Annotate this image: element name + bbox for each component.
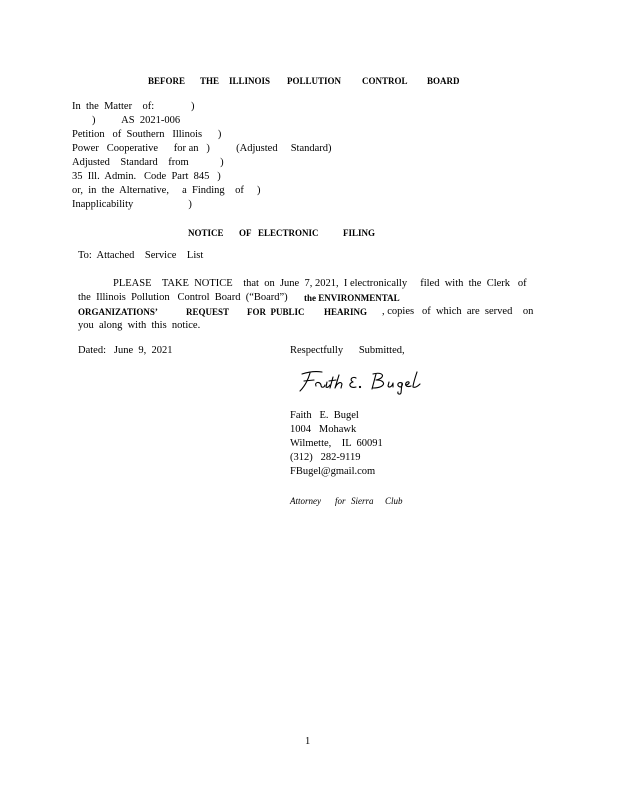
- dated-line: Dated: June 9, 2021: [78, 345, 173, 356]
- attorney-word: Club: [385, 496, 403, 506]
- caption-line: Petition of Southern Illinois ): [72, 129, 222, 140]
- notice-title-word: ELECTRONIC: [258, 228, 319, 238]
- caption-line: Adjusted Standard from ): [72, 157, 224, 168]
- notice-title-word: OF: [239, 228, 252, 238]
- notice-title-word: NOTICE: [188, 228, 224, 238]
- page-number: 1: [305, 736, 311, 747]
- to-line: To: Attached Service List: [78, 250, 204, 261]
- signer-name: Faith E. Bugel: [290, 410, 359, 421]
- body-line: , copies of which are served on: [382, 306, 534, 317]
- closing-line: Respectfully Submitted,: [290, 345, 405, 356]
- notice-title-word: FILING: [343, 228, 376, 238]
- body-bold-text: REQUEST: [186, 307, 230, 317]
- caption-line: Inapplicability ): [72, 199, 192, 210]
- heading-word: BEFORE: [148, 76, 186, 86]
- body-bold-text: FOR PUBLIC: [247, 307, 305, 317]
- signer-city: Wilmette, IL 60091: [290, 438, 383, 449]
- attorney-word: Attorney: [290, 496, 321, 506]
- caption-line: ) AS 2021-006: [92, 115, 181, 126]
- heading-word: POLLUTION: [287, 76, 342, 86]
- body-bold-text: HEARING: [324, 307, 368, 317]
- attorney-word: for: [335, 496, 346, 506]
- caption-line: 35 Ill. Admin. Code Part 845 ): [72, 171, 221, 182]
- heading-word: THE: [200, 76, 220, 86]
- body-line: the Illinois Pollution Control Board (“Board”): [78, 292, 288, 303]
- attorney-word: Sierra: [351, 496, 374, 506]
- caption-line: or, in the Alternative, a Finding of ): [72, 185, 261, 196]
- heading-word: BOARD: [427, 76, 460, 86]
- signer-street: 1004 Mohawk: [290, 424, 357, 435]
- signer-phone: (312) 282-9119: [290, 452, 361, 463]
- body-line: you along with this notice.: [78, 320, 201, 331]
- heading-word: CONTROL: [362, 76, 408, 86]
- body-bold-text: the ENVIRONMENTAL: [304, 293, 400, 303]
- caption-line: In the Matter of: ): [72, 101, 195, 112]
- signer-email: FBugel@gmail.com: [290, 466, 376, 477]
- heading-word: ILLINOIS: [229, 76, 271, 86]
- caption-line: Power Cooperative for an ) (Adjusted Standard): [72, 143, 332, 154]
- signature-image: [294, 366, 454, 396]
- body-bold-text: ORGANIZATIONS’: [78, 307, 158, 317]
- body-line: PLEASE TAKE NOTICE that on June 7, 2021, I electronically filed with the Clerk of: [113, 278, 527, 289]
